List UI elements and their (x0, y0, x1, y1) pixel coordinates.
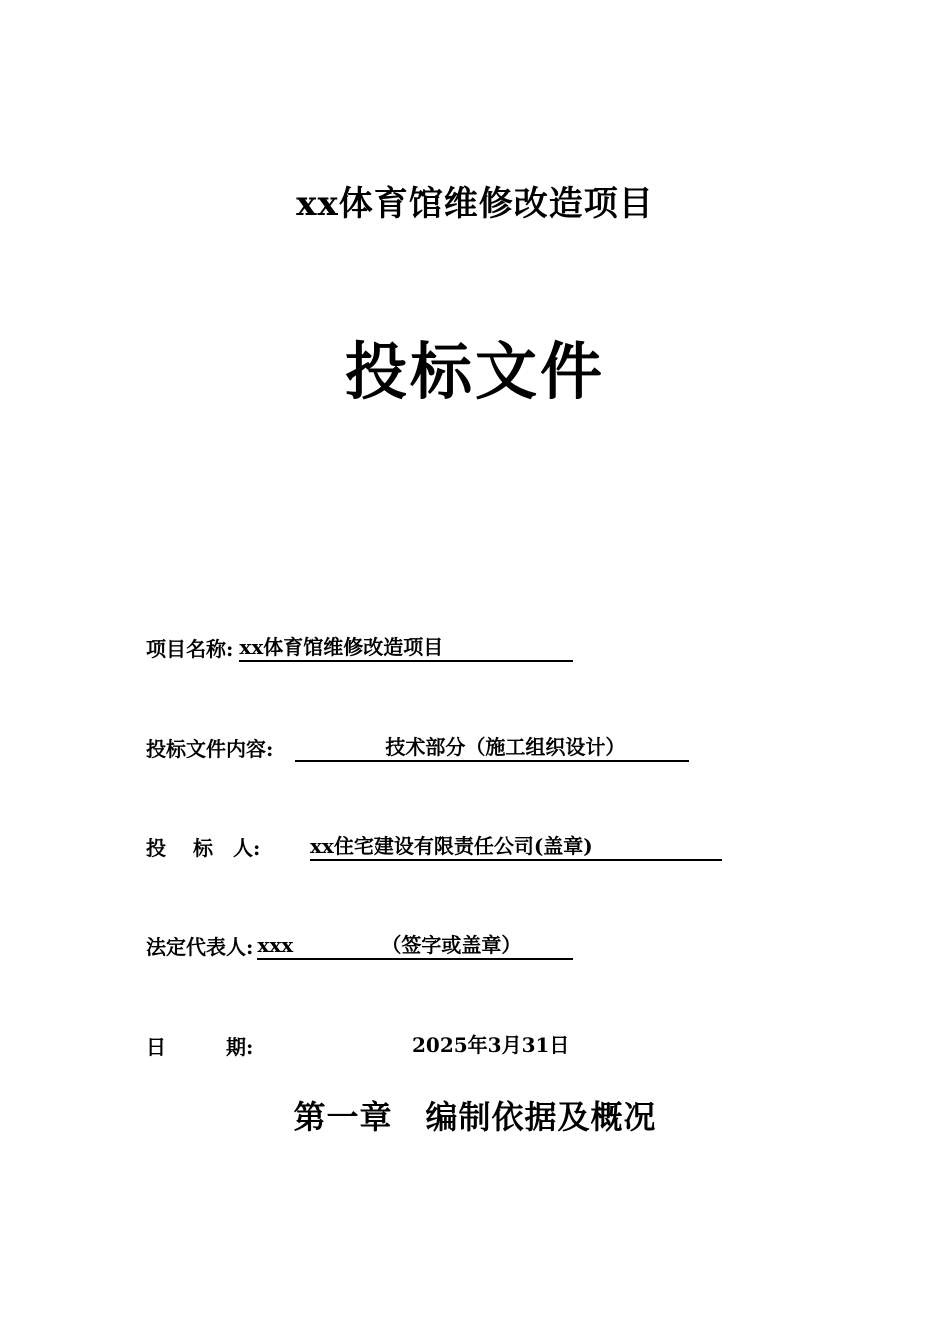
bidder-label: 投 标 人: (146, 836, 261, 860)
legal-representative-name: xxx (257, 933, 294, 957)
bidder-value: xx住宅建设有限责任公司(盖章) (310, 834, 722, 861)
project-name-label: 项目名称: (146, 637, 234, 661)
bidder-field (146, 831, 722, 861)
project-name-value: xx体育馆维修改造项目 (239, 635, 573, 662)
signature-note: （签字或盖章） (381, 933, 522, 957)
date-value: 2025年3月31日 (412, 1033, 570, 1057)
legal-representative-label: 法定代表人: (146, 935, 254, 959)
document-content-field (146, 732, 689, 762)
document-content-underline (295, 735, 689, 762)
chapter-heading: 第一章 编制依据及概况 (293, 1098, 657, 1136)
project-name-field (146, 632, 573, 662)
document-title: 投标文件 (344, 335, 605, 408)
legal-representative-underline (257, 933, 573, 960)
date-field (146, 1030, 569, 1060)
legal-representative-field (146, 930, 573, 960)
project-title: xx体育馆维修改造项目 (296, 184, 654, 224)
date-label: 日 期: (146, 1035, 254, 1059)
document-content-value: 技术部分（施工组织设计） (385, 735, 626, 759)
document-content-label: 投标文件内容: (146, 737, 274, 761)
